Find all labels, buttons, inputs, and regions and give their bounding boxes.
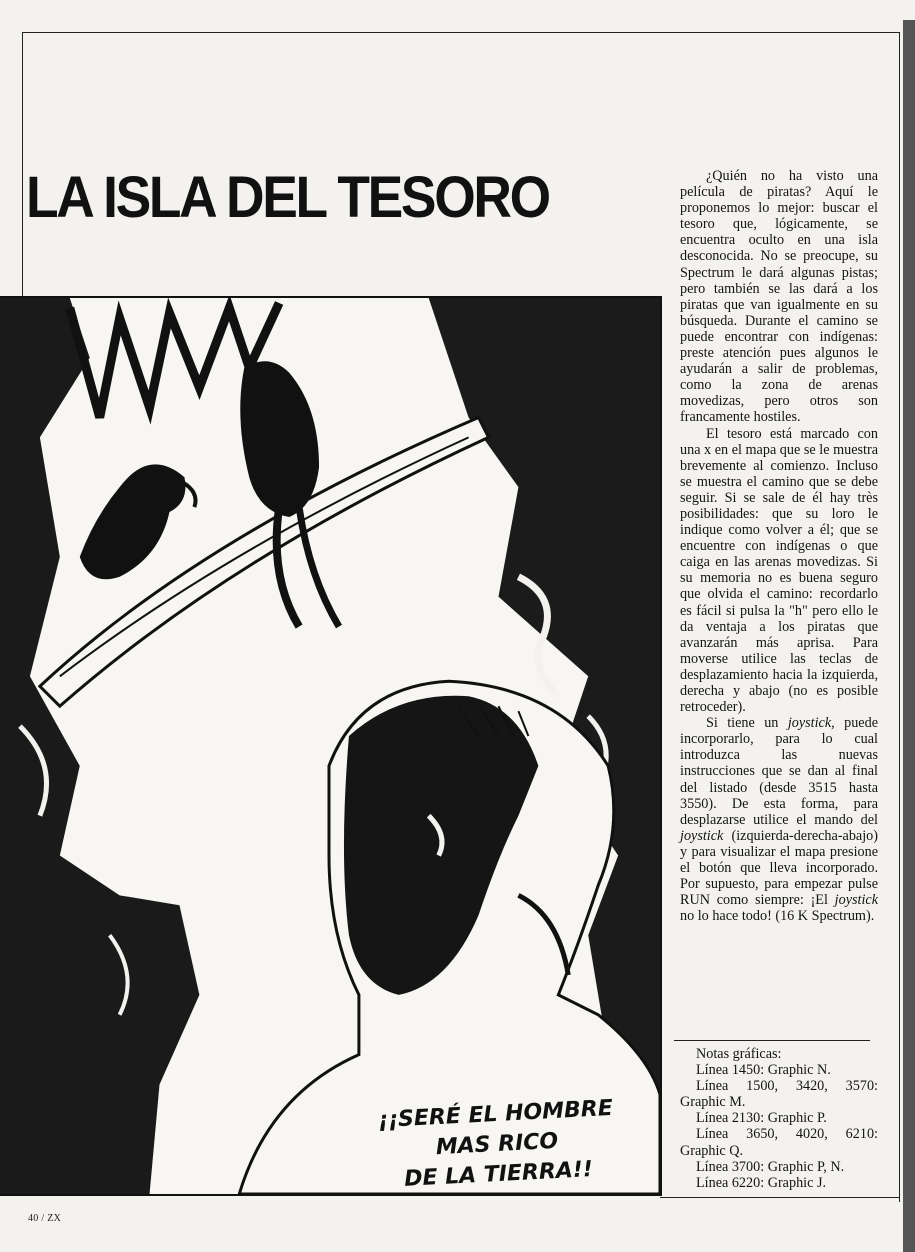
italic-term: joystick, xyxy=(787,715,835,732)
text-run: (izquierda-derecha-abajo) y para visualizar el mapa presione el botón que lleva incorporado. Por supuesto, para empezar pulse RUN como siempre: ¡El xyxy=(680,827,878,909)
speech-line: DE LA TIERRA!! xyxy=(403,1157,594,1192)
page-frame-left xyxy=(22,32,23,297)
pirate-scene-drawing xyxy=(0,298,660,1194)
speech-line: ¡¡SERÉ EL HOMBRE xyxy=(377,1095,614,1134)
comic-illustration xyxy=(0,296,662,1196)
speech-bubble-text xyxy=(350,1092,644,1197)
notes-divider xyxy=(674,1040,870,1041)
notes-line: Línea 3700: Graphic P, N. xyxy=(696,1158,845,1175)
page-gutter-shadow xyxy=(903,20,915,1252)
article-paragraph: El tesoro está marcado con una x en el mapa que se le muestra brevemente al comienzo. Incluso se muestra el camino que se debe seguir. Si se sale de él hay très posibilidades: que su loro le indique como volver a él; que se encuentre con indígenas o que caiga en las arenas movedizas. Si su memoria no es buena seguro que olvida el camino: recordarlo es fácil si pulsa la "h" pero ello le da ventaja a los piratas que avanzarán más aprisa. Para moverse utilice las teclas de desplazamiento hacia la izquierda, derecha y abajo (no es posible retroceder). xyxy=(680,425,878,716)
page-frame-top xyxy=(22,32,900,33)
notes-line: Línea 1500, 3420, 3570: Graphic M. xyxy=(680,1078,878,1111)
italic-term: joystick xyxy=(834,892,878,909)
page-frame-right xyxy=(899,32,900,1202)
notes-heading: Notas gráficas: xyxy=(696,1046,782,1062)
italic-term: joystick xyxy=(680,827,724,844)
notes-line: Línea 3650, 4020, 6210: Graphic Q. xyxy=(680,1126,878,1159)
text-run: no lo hace todo! (16 K Spectrum). xyxy=(680,908,875,925)
article-paragraph: ¿Quién no ha visto una película de piratas? Aquí le proponemos lo mejor: buscar el tesoro que, lógicamente, se encuentra oculto en una isla desconocida. No se preocupe, su Spectrum le dará algunas pistas; pero también se las dará a los piratas que van igualmente en su búsqueda. Durante el camino se puede encontrar con indígenas: preste atención pues algunos le ayudarán a salir de problemas, como la zona de arenas movedizas, pero otros son francamente hostiles. xyxy=(680,168,878,426)
notes-line: Línea 6220: Graphic J. xyxy=(696,1174,827,1191)
text-run: Si tiene un xyxy=(706,715,788,732)
article-paragraph xyxy=(680,715,878,924)
notes-line: Línea 2130: Graphic P. xyxy=(696,1110,827,1127)
notes-line: Línea 1450: Graphic N. xyxy=(696,1062,831,1079)
article-body xyxy=(680,168,878,924)
speech-line: MAS RICO xyxy=(435,1128,559,1161)
page-folio: 40 / ZX xyxy=(28,1213,62,1224)
text-run: puede incorporarlo, para lo cual introduzca las nuevas instrucciones que se dan al final del listado (desde 3515 hasta 3550). De esta forma, para desplazarse utilice el mando del xyxy=(680,715,878,828)
graphic-notes xyxy=(680,1046,878,1191)
article-title: LA ISLA DEL TESORO xyxy=(26,165,549,230)
page-frame-bottom xyxy=(660,1197,900,1198)
